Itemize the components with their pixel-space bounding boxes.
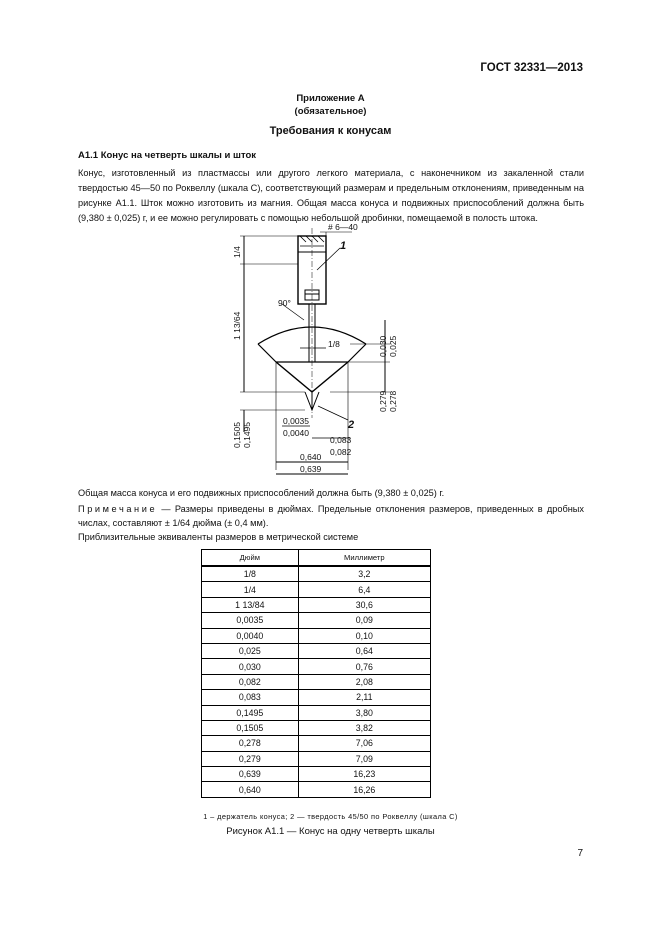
label-thread: # 6—40 — [328, 222, 358, 232]
table-cell-mm: 6,4 — [298, 582, 430, 597]
table-cell-mm: 16,23 — [298, 767, 430, 782]
table-cell-inch: 0,279 — [202, 751, 299, 766]
table-cell-mm: 0,64 — [298, 643, 430, 658]
table-cell-mm: 2,11 — [298, 690, 430, 705]
table-row — [202, 720, 431, 735]
table-cell-inch: 0,082 — [202, 674, 299, 689]
label-callout-2: 2 — [348, 419, 355, 431]
table-cell-inch: 0,0040 — [202, 628, 299, 643]
note — [78, 503, 584, 530]
header-mm: Миллиметр — [298, 550, 430, 567]
subsection-title: А1.1 Конус на четверть шкалы и шток — [78, 150, 257, 161]
table-row — [202, 566, 431, 582]
label-00040: 0,0040 — [283, 428, 309, 438]
figure-legend: 1 – держатель конуса; 2 — твердость 45/50 по Роквеллу (шкала С) — [203, 812, 458, 821]
table-cell-mm: 3,82 — [298, 720, 430, 735]
table-row — [202, 628, 431, 643]
table-cell-mm: 0,10 — [298, 628, 430, 643]
table-cell-inch: 0,025 — [202, 643, 299, 658]
appendix-title: Приложение А — [296, 93, 365, 104]
label-angle: 90° — [278, 298, 291, 308]
note-text: — Размеры приведены в дюймах. Предельные отклонения размеров, приведенных в дробных числах, составляют ± 1/64 дюйма (± 0,4 мм). — [78, 504, 584, 528]
standard-number: ГОСТ 32331—2013 — [480, 62, 583, 74]
table-row — [202, 674, 431, 689]
table-row — [202, 597, 431, 612]
table-cell-inch: 0,030 — [202, 659, 299, 674]
label-00035: 0,0035 — [283, 416, 309, 426]
equivalents-table — [201, 549, 431, 798]
body-paragraph: Конус, изготовленный из пластмассы или другого легкого материала, с наконечником из закаленной стали твердостью 45—50 по Роквеллу (шкала С), соответствующий размерам и предельным отклонениям, приведенным на рисунке А1.1. Шток можно изготовить из магния. Общая масса конуса и подвижных приспособлений должна быть (9,380 ± 0,025) г, и ее можно регулировать с помощью небольшой дробинки, помещаемой в полость штока. — [78, 168, 584, 223]
table-cell-inch: 0,278 — [202, 736, 299, 751]
table-header-row — [202, 550, 431, 567]
table-row — [202, 659, 431, 674]
label-0025: 0,025 — [388, 335, 398, 357]
table-cell-mm: 0,09 — [298, 613, 430, 628]
table-cell-inch: 0,640 — [202, 782, 299, 797]
table-cell-mm: 16,26 — [298, 782, 430, 797]
label-0278: 0,278 — [388, 390, 398, 412]
appendix-heading — [0, 92, 661, 118]
table-row — [202, 782, 431, 797]
table-cell-inch: 1 13/84 — [202, 597, 299, 612]
label-01495: 0,1495 — [242, 422, 252, 448]
table-row — [202, 643, 431, 658]
label-0640: 0,640 — [300, 452, 322, 462]
label-01505: 0,1505 — [232, 422, 242, 448]
label-callout-1: 1 — [340, 240, 347, 252]
cone-figure — [225, 218, 415, 478]
label-length: 1 13/64 — [232, 311, 242, 340]
table-cell-mm: 0,76 — [298, 659, 430, 674]
table-row — [202, 613, 431, 628]
table-cell-mm: 7,09 — [298, 751, 430, 766]
page-number: 7 — [577, 848, 583, 859]
table-cell-inch: 0,639 — [202, 767, 299, 782]
table-cell-inch: 0,1505 — [202, 720, 299, 735]
table-cell-inch: 0,0035 — [202, 613, 299, 628]
appendix-status: (обязательное) — [294, 106, 367, 117]
table-row — [202, 690, 431, 705]
label-0279: 0,279 — [378, 390, 388, 412]
note-label: Примечание — [78, 504, 158, 514]
table-cell-inch: 0,083 — [202, 690, 299, 705]
table-cell-mm: 3,80 — [298, 705, 430, 720]
figure-caption: Рисунок А1.1 — Конус на одну четверть шкалы — [226, 826, 435, 837]
mass-text: Общая масса конуса и его подвижных приспособлений должна быть (9,380 ± 0,025) г. — [78, 488, 445, 498]
table-row — [202, 767, 431, 782]
label-0082: 0,082 — [330, 447, 352, 457]
label-0083: 0,083 — [330, 435, 352, 445]
header-inch: Дюйм — [202, 550, 299, 567]
table-cell-mm: 3,2 — [298, 566, 430, 582]
label-quarter: 1/4 — [232, 246, 242, 258]
approx-text: Приблизительные эквиваленты размеров в метрической системе — [78, 532, 359, 542]
table-row — [202, 582, 431, 597]
label-0639: 0,639 — [300, 464, 322, 474]
table-cell-mm: 2,08 — [298, 674, 430, 689]
table-row — [202, 736, 431, 751]
table-cell-inch: 1/4 — [202, 582, 299, 597]
table-cell-inch: 1/8 — [202, 566, 299, 582]
table-row — [202, 705, 431, 720]
table-cell-inch: 0,1495 — [202, 705, 299, 720]
label-0030: 0,030 — [378, 335, 388, 357]
section-title: Требования к конусам — [269, 125, 392, 137]
label-eighth: 1/8 — [328, 339, 340, 349]
table-row — [202, 751, 431, 766]
table-cell-mm: 30,6 — [298, 597, 430, 612]
table-cell-mm: 7,06 — [298, 736, 430, 751]
